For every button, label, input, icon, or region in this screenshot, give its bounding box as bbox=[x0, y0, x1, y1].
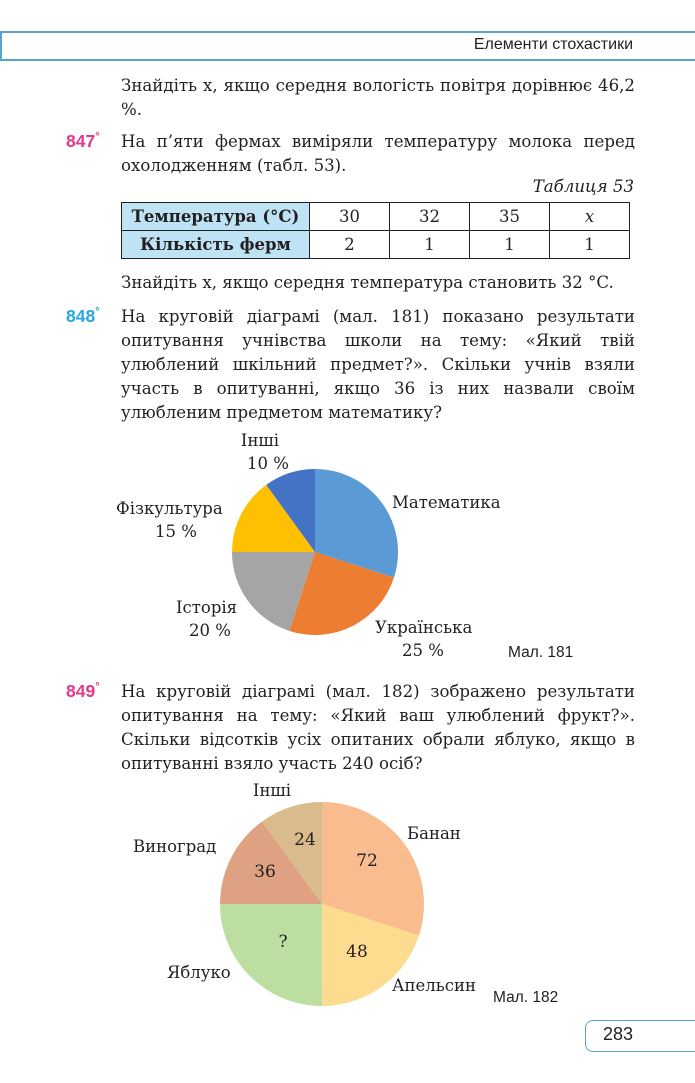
table-caption: Таблиця 53 bbox=[532, 177, 634, 196]
intro-paragraph: Знайдіть x, якщо середня вологість повітря дорівнює 46,2 %. bbox=[121, 76, 635, 119]
problem-849-text: На круговій діаграмі (мал. 182) зображено результати опитування на тему: «Який ваш улюблений фрукт?». Скільки відсотків усіх опитаних обрали яблуко, якщо в опитуванні взяло участь 240 осіб? bbox=[121, 682, 635, 773]
problem-number-847: 847° bbox=[66, 131, 100, 151]
figure-caption: Мал. 182 bbox=[493, 989, 559, 1006]
table-cell: 35 bbox=[470, 203, 550, 231]
table-cell: x bbox=[550, 203, 630, 231]
table-cell: 2 bbox=[310, 231, 390, 259]
problem-number-849: 849° bbox=[66, 681, 100, 701]
table-cell: 32 bbox=[390, 203, 470, 231]
header-title: Елементи стохастики bbox=[473, 36, 633, 53]
data-label: 48 bbox=[346, 942, 368, 962]
table-row-header: Кількість ферм bbox=[122, 231, 310, 259]
problem-848-text: На круговій діаграмі (мал. 181) показано результати опитування учнівства школи на тему: «Який твій улюблений шкільний предмет?». Скільки учнів взяли участь в опитуванні, якщо 36 із них назвали своїм улюбленим предметом математику? bbox=[121, 307, 635, 422]
table-cell: 1 bbox=[390, 231, 470, 259]
data-label: 72 bbox=[356, 851, 378, 871]
data-label: 24 bbox=[294, 830, 316, 850]
problem-number-848: 848° bbox=[66, 306, 100, 326]
pie-slice bbox=[220, 904, 322, 1006]
page-number: 283 bbox=[603, 1024, 634, 1044]
figure-caption: Мал. 181 bbox=[508, 644, 574, 661]
legend-label: Історія bbox=[176, 598, 238, 617]
page-number-box bbox=[585, 1020, 695, 1052]
legend-label: Апельсин bbox=[392, 976, 476, 995]
legend-label: Інші bbox=[252, 781, 292, 800]
legend-label: Яблуко bbox=[167, 963, 231, 982]
value-label: 10 % bbox=[247, 454, 289, 473]
value-label: 25 % bbox=[402, 641, 444, 660]
legend-label: Українська bbox=[375, 618, 473, 637]
problem-847-question: Знайдіть x, якщо середня температура становить 32 °C. bbox=[121, 273, 614, 292]
table-row-header: Температура (°C) bbox=[122, 203, 310, 231]
legend-label: Математика bbox=[392, 493, 501, 512]
data-label: ? bbox=[278, 932, 288, 952]
legend-label: Виноград bbox=[133, 837, 217, 856]
legend-label: Інші bbox=[240, 431, 280, 450]
table-cell: 1 bbox=[550, 231, 630, 259]
legend-label: Банан bbox=[407, 824, 461, 843]
data-label: 36 bbox=[254, 862, 276, 882]
table-cell: 30 bbox=[310, 203, 390, 231]
problem-847-text: На п’яти фермах виміряли температуру молока перед охолодженням (табл. 53). bbox=[121, 132, 635, 175]
value-label: 15 % bbox=[155, 522, 197, 541]
value-label: 20 % bbox=[189, 621, 231, 640]
table-cell: 1 bbox=[470, 231, 550, 259]
legend-label: Фізкультура bbox=[116, 499, 223, 518]
